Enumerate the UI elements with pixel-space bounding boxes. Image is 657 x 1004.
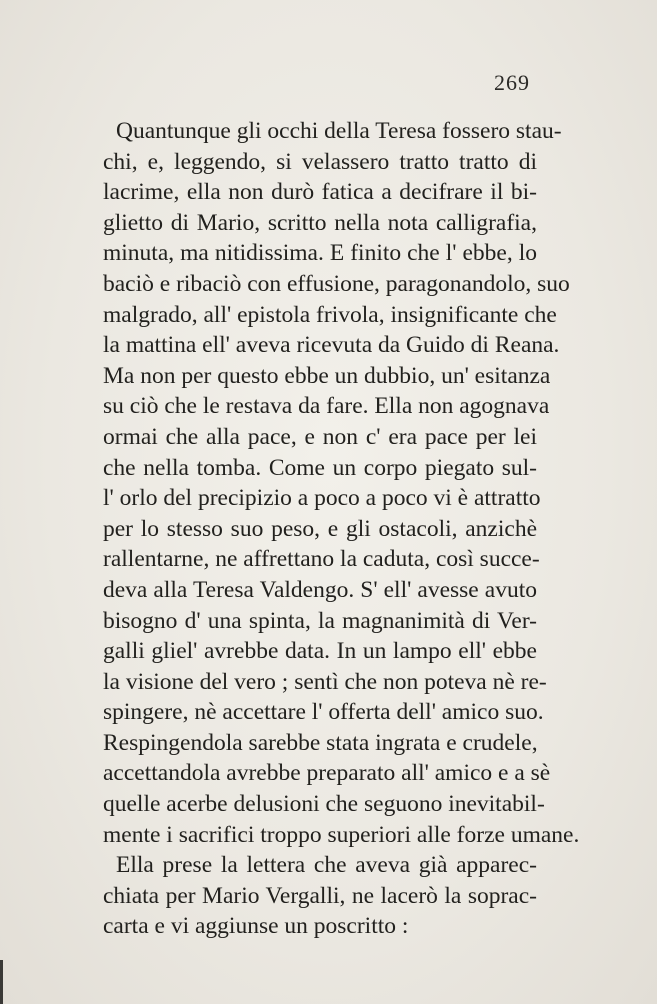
text-line: quelle acerbe delusioni che seguono inevitabil- [103,791,545,818]
text-line: Respingendola sarebbe stata ingrata e crudele, [103,729,538,756]
page-number: 269 [494,70,530,95]
text-line: accettandola avrebbe preparato all' amico e a sè [103,760,551,787]
text-line: lacrime, ella non durò fatica a decifrare il bi- [103,179,537,206]
paragraph-1 [103,116,580,850]
text-line: Quantunque gli occhi della Teresa fossero stau- [116,118,562,144]
text-line: glietto di Mario, scritto nella nota calligrafia, [103,209,537,236]
text-line: che nella tomba. Come un corpo piegato sul- [103,454,537,481]
text-line: Ma non per questo ebbe un dubbio, un' esitanza [103,362,551,389]
text-line: baciò e ribaciò con effusione, paragonandolo, suo [103,270,570,297]
text-line: carta e vi aggiunse un poscritto : [103,913,409,940]
text-line: chiata per Mario Vergalli, ne lacerò la soprac- [103,882,537,909]
paragraph-2 [103,850,537,942]
text-line: bisogno d' una spinta, la magnanimità di Ver- [103,607,537,634]
text-line: chi, e, leggendo, si velassero tratto tratto di [103,148,537,175]
text-line: su ciò che le restava da fare. Ella non agognava [103,393,550,420]
text-line: ormai che alla pace, e non c' era pace per lei [103,423,537,450]
text-line: la mattina ell' aveva ricevuta da Guido di Reana. [103,332,560,359]
text-line: deva alla Teresa Valdengo. S' ell' avesse avuto [103,576,537,603]
text-line: per lo stesso suo peso, e gli ostacoli, anzichè [103,515,537,542]
text-line: mente i sacrifici troppo superiori alle forze umane. [103,821,580,848]
text-line: minuta, ma nitidissima. E finito che l' ebbe, lo [103,240,537,267]
text-line: rallentarne, ne affrettano la caduta, così succe- [103,546,540,573]
text-line: la visione del vero ; sentì che non poteva nè re- [103,668,547,695]
text-line: galli gliel' avrebbe data. In un lampo ell' ebbe [103,638,537,665]
text-line: malgrado, all' epistola frivola, insignificante che [103,301,557,328]
body-text [103,116,580,942]
binding-edge-mark [0,960,3,1004]
text-line: spingere, nè accettare l' offerta dell' amico suo. [103,699,544,726]
text-line: Ella prese la lettera che aveva già apparec- [116,852,537,879]
text-line: l' orlo del precipizio a poco a poco vi è attratto [103,485,541,512]
